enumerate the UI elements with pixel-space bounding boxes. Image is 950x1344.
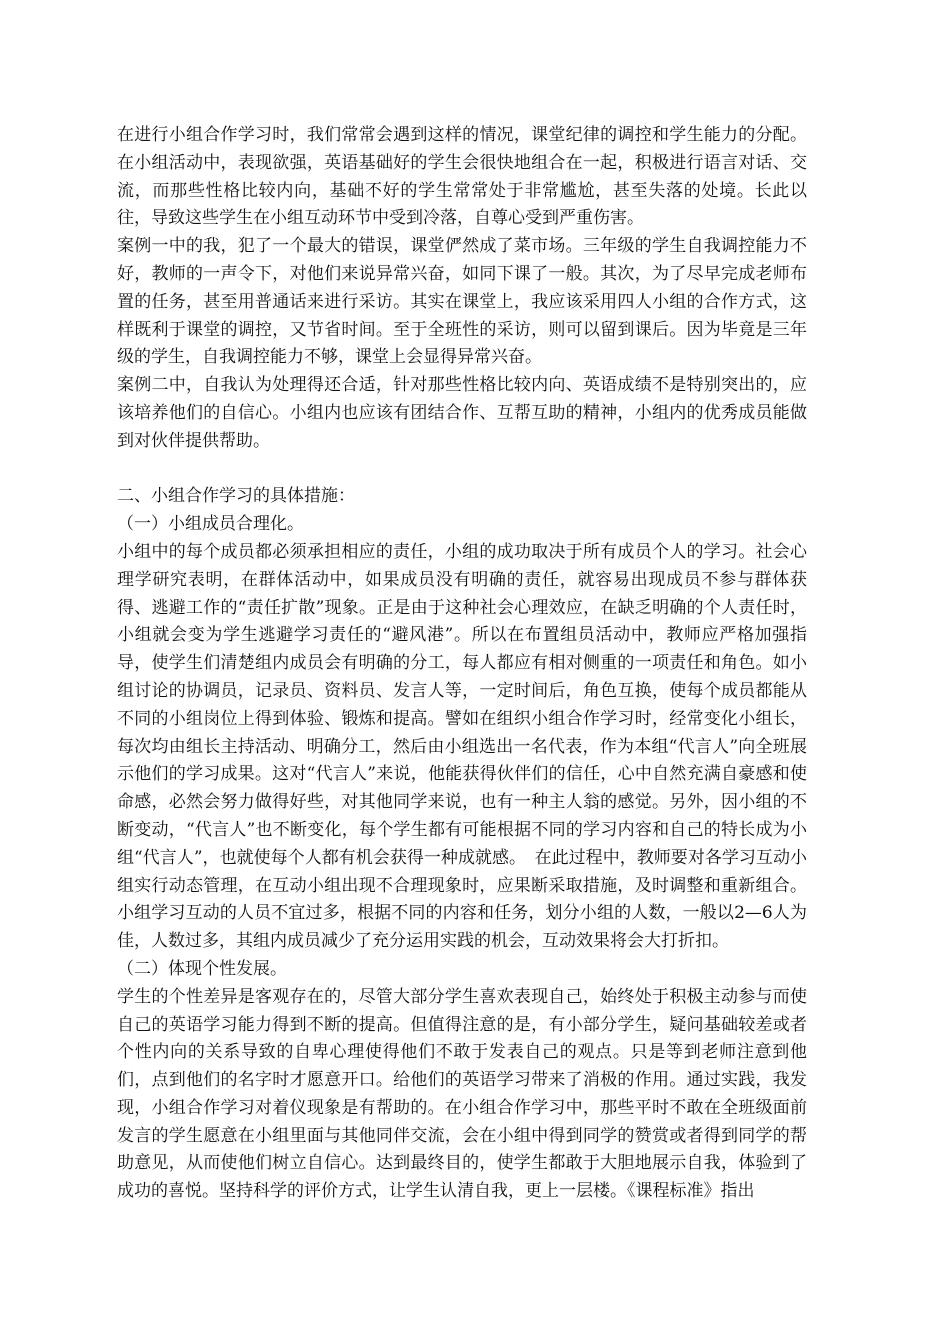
paragraph-group-members: 小组中的每个成员都必须承担相应的责任，小组的成功取决于所有成员个人的学习。社会心理学研究表明，在群体活动中，如果成员没有明确的责任，就容易出现成员不参与群体获得、逃避工作的“责任扩散”现象。正是由于这种社会心理效应，在缺乏明确的个人责任时，小组就会变为学生逃避学习责任的“避风港”。所以在布置组员活动中，教师应严格加强指导，使学生们清楚组内成员会有明确的分工，每人都应有相对侧重的一项责任和角色。如小组讨论的协调员，记录员、资料员、发言人等，一定时间后，角色互换，使每个成员都能从不同的小组岗位上得到体验、锻炼和提高。譬如在组织小组合作学习时，经常变化小组长，每次均由组长主持活动、明确分工，然后由小组选出一名代表，作为本组“代言人”向全班展示他们的学习成果。这对“代言人”来说，他能获得伙伴们的信任，心中自然充满自豪感和使命感，必然会努力做得好些，对其他同学来说，也有一种主人翁的感觉。另外，因小组的不断变动，“代言人”也不断变化，每个学生都有可能根据不同的学习内容和自己的特长成为小组“代言人”，也就使每个人都有机会获得一种成就感。 在此过程中，教师要对各学习互动小组实行动态管理，在互动小组出现不合理现象时，应果断采取措施，及时调整和重新组合。小组学习互动的人员不宜过多，根据不同的内容和任务，划分小组的人数，一般以2—6人为佳，人数过多，其组内成员减少了充分运用实践的机会，互动效果将会大打折扣。 <box>117 541 807 952</box>
subsection-heading-1: （一）小组成员合理化。 <box>117 514 304 535</box>
blank-line <box>117 456 807 484</box>
section-heading: 二、小组合作学习的具体措施： <box>117 486 355 507</box>
paragraph-personality: 学生的个性差异是客观存在的，尽管大部分学生喜欢表现自己，始终处于积极主动参与而使自己的英语学习能力得到不断的提高。但值得注意的是，有小部分学生，疑问基础较差或者个性内向的关系导致的自卑心理使得他们不敢于发表自己的观点。只是等到老师注意到他们，点到他们的名字时才愿意开口。给他们的英语学习带来了消极的作用。通过实践，我发现，小组合作学习对着仪现象是有帮助的。在小组合作学习中，那些平时不敢在全班级面前发言的学生愿意在小组里面与其他同伴交流，会在小组中得到同学的赞赏或者得到同学的帮助意见，从而使他们树立自信心。达到最终目的，使学生都敢于大胆地展示自我，体验到了成功的喜悦。坚持科学的评价方式，让学生认清自我，更上一层楼。《课程标准》指出 <box>117 986 807 1202</box>
document-body <box>117 122 807 1206</box>
subsection-heading-2: （二）体现个性发展。 <box>117 958 287 979</box>
paragraph-case-two: 案例二中，自我认为处理得还合适，针对那些性格比较内向、英语成绩不是特别突出的，应该培养他们的自信心。小组内也应该有团结合作、互帮互助的精神，小组内的优秀成员能做到对伙伴提供帮助。 <box>117 375 807 451</box>
paragraph-intro: 在进行小组合作学习时，我们常常会遇到这样的情况，课堂纪律的调控和学生能力的分配。在小组活动中，表现欲强，英语基础好的学生会很快地组合在一起，积极进行语言对话、交流，而那些性格比较内向，基础不好的学生常常处于非常尴尬，甚至失落的处境。长此以往，导致这些学生在小组互动环节中受到冷落，自尊心受到严重伤害。 <box>117 125 807 229</box>
paragraph-case-one: 案例一中的我，犯了一个最大的错误，课堂俨然成了菜市场。三年级的学生自我调控能力不好，教师的一声令下，对他们来说异常兴奋，如同下课了一般。其次，为了尽早完成老师布置的任务，甚至用普通话来进行采访。其实在课堂上，我应该采用四人小组的合作方式，这样既利于课堂的调控，又节省时间。至于全班性的采访，则可以留到课后。因为毕竟是三年级的学生，自我调控能力不够，课堂上会显得异常兴奋。 <box>117 236 807 368</box>
